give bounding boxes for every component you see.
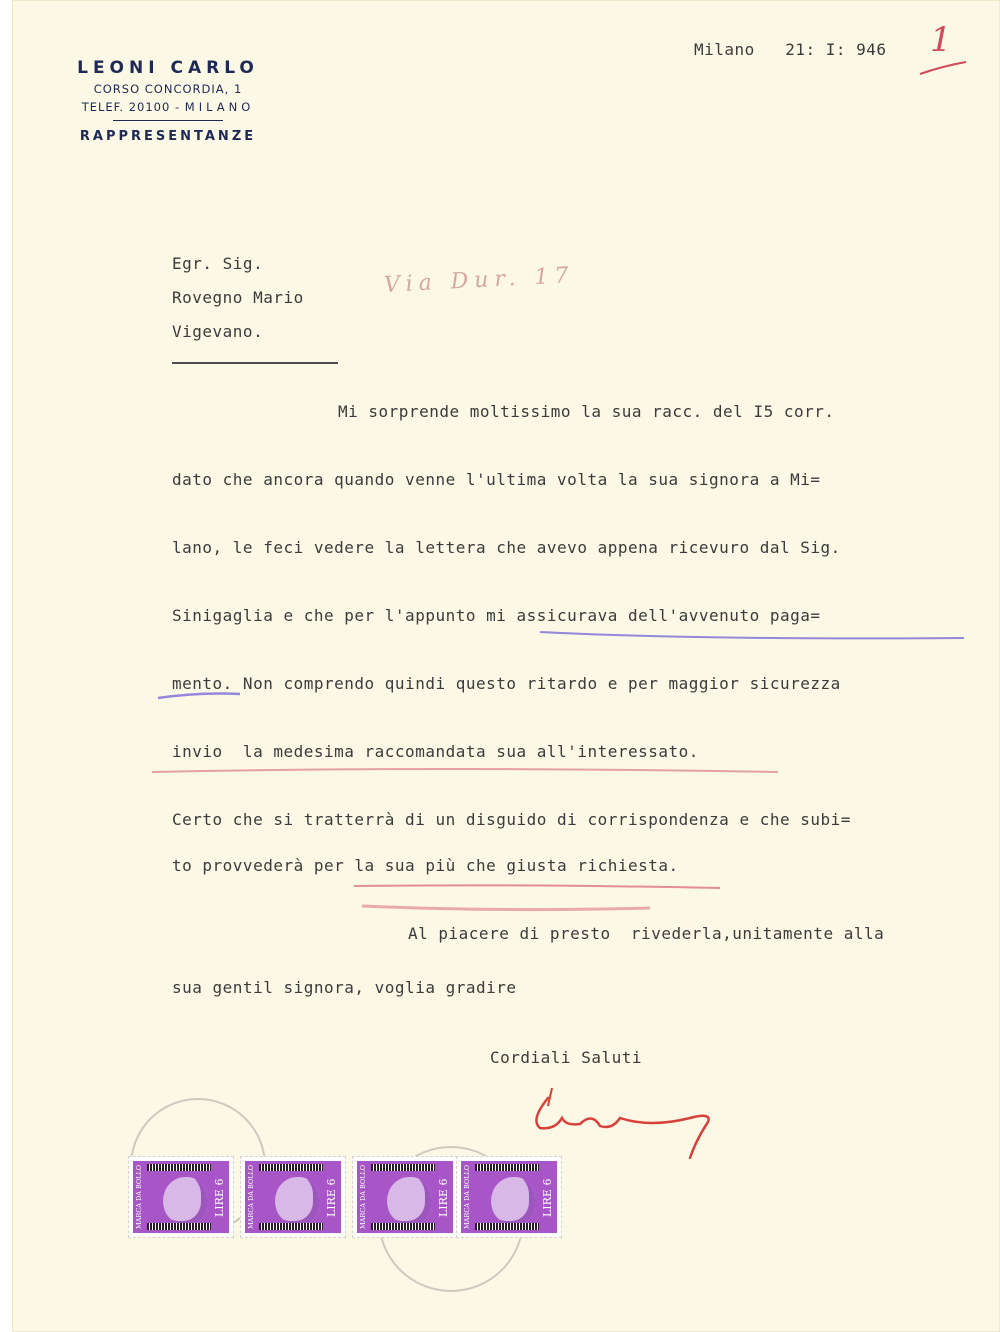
body-line-4: Sinigaglia e che per l'appunto mi assicurava dell'avvenuto paga= <box>172 606 821 625</box>
body-line-10: sua gentil signora, voglia gradire <box>172 978 517 997</box>
stamp-overprint-bars <box>147 1164 211 1171</box>
body-line-7: Certo che si tratterrà di un disguido di corrispondenza e che subi= <box>172 810 851 829</box>
stamp-value: LIRE 6 <box>541 1178 554 1218</box>
revenue-stamp <box>128 1156 234 1238</box>
stamp-side-text: MARCA DA BOLLO <box>247 1164 255 1229</box>
body-line-1: Mi sorprende moltissimo la sua racc. del I5 corr. <box>338 402 835 421</box>
body-line-9: Al piacere di presto rivederla,unitamente alla <box>408 924 885 943</box>
red-underline-1 <box>152 769 778 772</box>
letterhead-business: RAPPRESENTANZE <box>79 129 257 144</box>
stamp-value: LIRE 6 <box>437 1178 450 1218</box>
revenue-stamp <box>240 1156 346 1238</box>
blue-underline-2 <box>158 694 240 699</box>
stamp-overprint-bars <box>371 1223 435 1230</box>
stamp-overprint-bars <box>147 1223 211 1230</box>
blue-underline-1 <box>540 632 964 638</box>
body-line-3: lano, le feci vedere la lettera che avevo appena ricevuro dal Sig. <box>172 538 841 557</box>
pencil-note: Via Dur. 17 <box>383 263 576 298</box>
stamp-face <box>245 1161 341 1233</box>
red-underline-3 <box>362 906 650 910</box>
closing: Cordiali Saluti <box>490 1048 642 1067</box>
body-line-6: invio la medesima raccomandata sua all'interessato. <box>172 742 699 761</box>
stamp-overprint-bars <box>259 1223 323 1230</box>
stamp-face <box>357 1161 453 1233</box>
stamp-side-text: MARCA DA BOLLO <box>135 1164 143 1229</box>
stamp-value: LIRE 6 <box>325 1178 338 1218</box>
signature <box>536 1098 708 1158</box>
stamp-face <box>133 1161 229 1233</box>
red-underline-2 <box>354 885 720 888</box>
body-line-8: to provvederà per la sua più che giusta richiesta. <box>172 856 679 875</box>
recipient-name: Rovegno Mario <box>172 288 304 307</box>
recipient-salutation: Egr. Sig. <box>172 254 264 273</box>
body-line-5: mento. Non comprendo quindi questo ritardo e per maggior sicurezza <box>172 674 841 693</box>
letterhead-name: LEONI CARLO <box>77 58 259 78</box>
portrait-icon <box>387 1177 431 1225</box>
stamp-overprint-bars <box>371 1164 435 1171</box>
stamp-overprint-bars <box>475 1164 539 1171</box>
portrait-icon <box>491 1177 535 1225</box>
letterhead-city: MILANO <box>184 100 255 114</box>
body-line-2: dato che ancora quando venne l'ultima volta la sua signora a Mi= <box>172 470 821 489</box>
page-number: 1 <box>930 20 952 60</box>
stamp-overprint-bars <box>475 1223 539 1230</box>
stamp-side-text: MARCA DA BOLLO <box>359 1164 367 1229</box>
stamp-side-text: MARCA DA BOLLO <box>463 1164 471 1229</box>
revenue-stamp <box>352 1156 458 1238</box>
stamp-face <box>461 1161 557 1233</box>
letterhead-phone: TELEF. 20100 <box>81 100 171 114</box>
letterhead-address: CORSO CONCORDIA, 1 <box>93 82 243 96</box>
revenue-stamp <box>456 1156 562 1238</box>
letterhead-separator: - <box>174 100 181 114</box>
stamp-overprint-bars <box>259 1164 323 1171</box>
date-line: Milano 21: I: 946 <box>694 40 887 59</box>
stamp-value: LIRE 6 <box>213 1178 226 1218</box>
portrait-icon <box>163 1177 207 1225</box>
recipient-city: Vigevano. <box>172 322 264 341</box>
portrait-icon <box>275 1177 319 1225</box>
revenue-stamps <box>128 1150 568 1245</box>
